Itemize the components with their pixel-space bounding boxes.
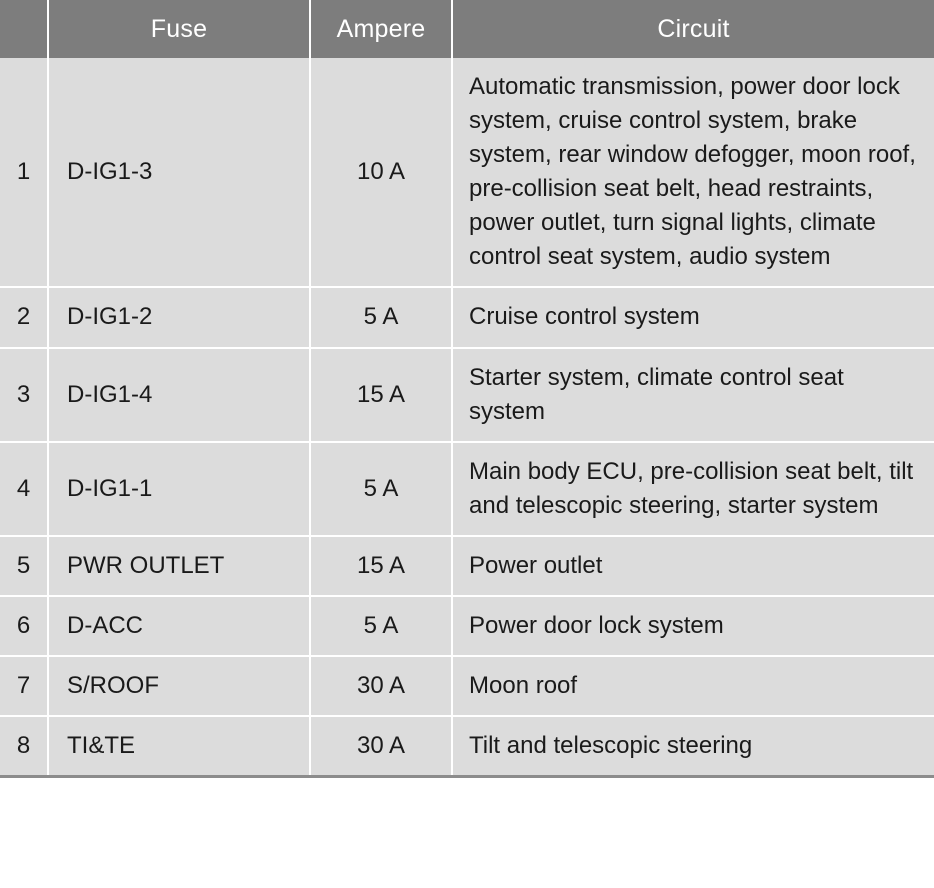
cell-number: 4 <box>0 442 48 536</box>
cell-fuse: D-IG1-4 <box>48 348 310 442</box>
cell-ampere: 30 A <box>310 656 452 716</box>
cell-circuit: Main body ECU, pre-collision seat belt, tilt and telescopic steering, starter system <box>452 442 934 536</box>
column-header-fuse: Fuse <box>48 0 310 58</box>
cell-number: 8 <box>0 716 48 777</box>
cell-circuit: Tilt and telescopic steering <box>452 716 934 777</box>
cell-circuit: Moon roof <box>452 656 934 716</box>
cell-ampere: 5 A <box>310 287 452 347</box>
cell-number: 7 <box>0 656 48 716</box>
cell-circuit: Starter system, climate control seat system <box>452 348 934 442</box>
column-header-circuit: Circuit <box>452 0 934 58</box>
table-row <box>0 656 934 716</box>
table-row <box>0 536 934 596</box>
table-row <box>0 716 934 777</box>
cell-ampere: 30 A <box>310 716 452 777</box>
table-row <box>0 287 934 347</box>
cell-number: 2 <box>0 287 48 347</box>
cell-number: 3 <box>0 348 48 442</box>
column-header-ampere: Ampere <box>310 0 452 58</box>
cell-ampere: 5 A <box>310 596 452 656</box>
cell-circuit: Cruise control system <box>452 287 934 347</box>
cell-fuse: D-ACC <box>48 596 310 656</box>
cell-number: 6 <box>0 596 48 656</box>
cell-ampere: 15 A <box>310 348 452 442</box>
table-header-row <box>0 0 934 58</box>
cell-number: 1 <box>0 58 48 287</box>
cell-circuit: Automatic transmission, power door lock system, cruise control system, brake system, rear window defogger, moon roof, pre-collision seat belt, head restraints, power outlet, turn signal lights, climate control seat system, audio system <box>452 58 934 287</box>
cell-fuse: D-IG1-2 <box>48 287 310 347</box>
cell-fuse: S/ROOF <box>48 656 310 716</box>
table-row <box>0 58 934 287</box>
cell-ampere: 15 A <box>310 536 452 596</box>
cell-circuit: Power outlet <box>452 536 934 596</box>
cell-fuse: D-IG1-1 <box>48 442 310 536</box>
cell-fuse: TI&TE <box>48 716 310 777</box>
cell-fuse: D-IG1-3 <box>48 58 310 287</box>
cell-number: 5 <box>0 536 48 596</box>
table-row <box>0 596 934 656</box>
table-body <box>0 58 934 777</box>
cell-fuse: PWR OUTLET <box>48 536 310 596</box>
cell-circuit: Power door lock system <box>452 596 934 656</box>
cell-ampere: 5 A <box>310 442 452 536</box>
cell-ampere: 10 A <box>310 58 452 287</box>
table-header <box>0 0 934 58</box>
table-row <box>0 348 934 442</box>
table-row <box>0 442 934 536</box>
column-header-number <box>0 0 48 58</box>
